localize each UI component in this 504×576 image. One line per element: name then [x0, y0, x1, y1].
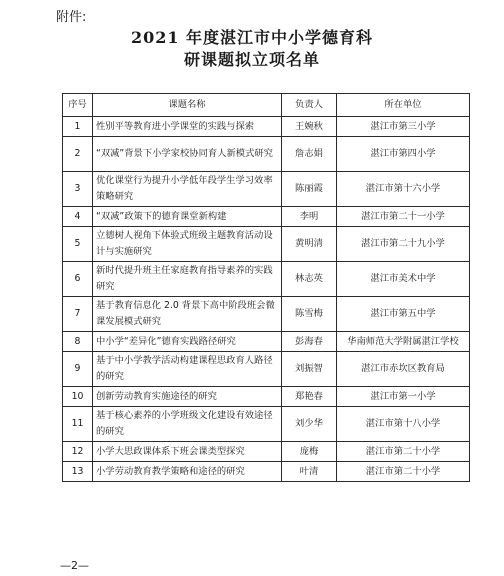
cell-person: 刘少华 — [282, 407, 337, 442]
cell-project-name: 基于中小学教学活动构建课程思政育人路径的研究 — [93, 352, 282, 387]
cell-person: 郑艳春 — [282, 387, 337, 407]
table-row — [63, 352, 470, 387]
attachment-label: 附件: — [56, 10, 87, 25]
cell-unit: 湛江市第三小学 — [337, 117, 470, 137]
cell-unit: 湛江市赤坎区教育局 — [337, 352, 470, 387]
cell-person: 叶清 — [282, 462, 337, 482]
cell-unit: 湛江市第二十九小学 — [337, 227, 470, 262]
cell-no: 6 — [63, 262, 93, 297]
cell-unit: 湛江市第二十小学 — [337, 462, 470, 482]
column-header-unit: 所在单位 — [337, 94, 470, 117]
cell-unit: 湛江市第二十小学 — [337, 442, 470, 462]
cell-no: 8 — [63, 332, 93, 352]
page-subtitle: 研课题拟立项名单 — [183, 50, 320, 69]
cell-person: 詹志娟 — [282, 137, 337, 172]
cell-person: 李明 — [282, 207, 337, 227]
cell-project-name: 中小学“差异化”德育实践路径研究 — [93, 332, 282, 352]
table-row — [63, 137, 470, 172]
cell-no: 5 — [63, 227, 93, 262]
column-header-no: 序号 — [63, 94, 93, 117]
cell-no: 7 — [63, 297, 93, 332]
cell-no: 1 — [63, 117, 93, 137]
cell-project-name: “双减”政策下的德育课堂新构建 — [93, 207, 282, 227]
table-row — [63, 387, 470, 407]
table-row — [63, 207, 470, 227]
cell-project-name: 小学劳动教育教学策略和途径的研究 — [93, 462, 282, 482]
table-header-row — [63, 94, 470, 117]
cell-unit: 湛江市第四小学 — [337, 137, 470, 172]
cell-no: 3 — [63, 172, 93, 207]
cell-person: 黄明清 — [282, 227, 337, 262]
cell-project-name: 新时代提升班主任家庭教育指导素养的实践研究 — [93, 262, 282, 297]
cell-person: 刘振智 — [282, 352, 337, 387]
table-row — [63, 332, 470, 352]
cell-person: 陈雪梅 — [282, 297, 337, 332]
cell-unit: 湛江市第五中学 — [337, 297, 470, 332]
cell-project-name: 基于核心素养的小学班级文化建设有效途径的研究 — [93, 407, 282, 442]
cell-unit: 湛江市第一小学 — [337, 387, 470, 407]
cell-project-name: 性别平等教育进小学课堂的实践与探索 — [93, 117, 282, 137]
column-header-name: 课题名称 — [93, 94, 282, 117]
cell-person: 庞梅 — [282, 442, 337, 462]
cell-project-name: 优化课堂行为提升小学低年段学生学习效率策略研究 — [93, 172, 282, 207]
page-number: —2— — [60, 559, 89, 572]
table-row — [63, 172, 470, 207]
project-table — [62, 93, 470, 482]
cell-person: 彭海春 — [282, 332, 337, 352]
cell-project-name: 小学大思政课体系下班会课类型探究 — [93, 442, 282, 462]
table-row — [63, 262, 470, 297]
cell-no: 12 — [63, 442, 93, 462]
cell-unit: 华南师范大学附属湛江学校 — [337, 332, 470, 352]
cell-project-name: 创新劳动教育实施途径的研究 — [93, 387, 282, 407]
cell-unit: 湛江市美术中学 — [337, 262, 470, 297]
cell-no: 11 — [63, 407, 93, 442]
cell-no: 10 — [63, 387, 93, 407]
cell-person: 陈丽霞 — [282, 172, 337, 207]
cell-unit: 湛江市第二十一小学 — [337, 207, 470, 227]
cell-no: 9 — [63, 352, 93, 387]
table-row — [63, 117, 470, 137]
cell-person: 林志英 — [282, 262, 337, 297]
cell-project-name: 立德树人视角下体验式班级主题教育活动设计与实施研究 — [93, 227, 282, 262]
table-row — [63, 297, 470, 332]
cell-unit: 湛江市第十六小学 — [337, 172, 470, 207]
cell-project-name: 基于教育信息化 2.0 背景下高中阶段班会微课发展模式研究 — [93, 297, 282, 332]
table-row — [63, 227, 470, 262]
table-row — [63, 462, 470, 482]
cell-no: 13 — [63, 462, 93, 482]
column-header-person: 负责人 — [282, 94, 337, 117]
cell-project-name: “双减”背景下小学家校协同育人新模式研究 — [93, 137, 282, 172]
cell-no: 2 — [63, 137, 93, 172]
cell-person: 王婉秋 — [282, 117, 337, 137]
page-title: 2021 年度湛江市中小学德育科 — [130, 28, 374, 47]
cell-no: 4 — [63, 207, 93, 227]
table-row — [63, 407, 470, 442]
table-row — [63, 442, 470, 462]
cell-unit: 湛江市第十八小学 — [337, 407, 470, 442]
